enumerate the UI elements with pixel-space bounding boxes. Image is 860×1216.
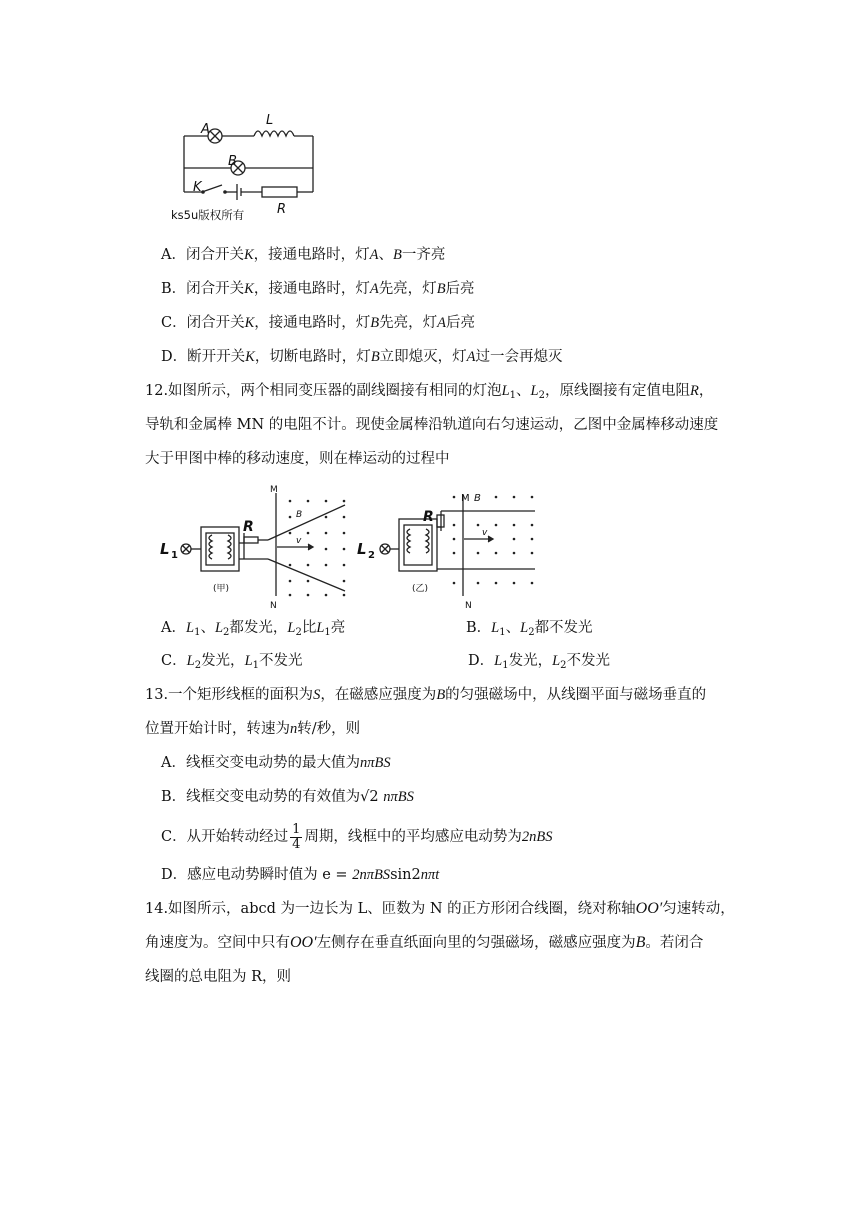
label-A: A: [201, 122, 210, 137]
q11-option-d: D．断开开关K，切断电路时，灯B立即熄灭，灯A过一会再熄灭: [161, 349, 563, 365]
q13-stem-line2: 位置开始计时，转速为n转/秒，则: [145, 721, 361, 737]
label-r-right: R: [423, 509, 434, 525]
q11-option-a: A．闭合开关K，接通电路时，灯A、B一齐亮: [161, 247, 446, 263]
q12-stem-line1: 12.如图所示，两个相同变压器的副线圈接有相同的灯泡$L_1$、$L_2$，原线圈接有定值电阻R，: [145, 383, 714, 401]
transformer-figure-q12: [0, 483, 860, 613]
watermark: ks5u版权所有: [171, 208, 245, 222]
q13-option-c: C．从开始转动经过 $\frac{1}{4}$ 周期，线框中的平均感应电动势为2nBS: [161, 821, 553, 852]
caption-jia: (甲): [213, 584, 230, 594]
q12-stem-line3: 大于甲图中棒的移动速度，则在棒运动的过程中: [145, 451, 450, 467]
label-b-right: B: [474, 493, 481, 504]
q11-option-b: B．闭合开关K，接通电路时，灯A先亮，灯B后亮: [161, 281, 475, 297]
q13-option-b: B．线框交变电动势的有效值为√2 nπBS: [161, 789, 414, 805]
label-n-left: N: [270, 601, 277, 611]
label-b-left: B: [296, 510, 303, 520]
label-l1: L: [160, 540, 170, 558]
label-v-left: v: [296, 536, 302, 546]
q12-option-a: A．$L_1$、$L_2$都发光，$L_2$比$L_1$亮: [161, 620, 346, 638]
label-L: L: [266, 113, 274, 128]
label-m-right: M: [461, 493, 470, 504]
label-l2-sub: 2: [368, 550, 375, 561]
circuit-figure-q11: [0, 0, 860, 230]
q13-stem-line1: 13.一个矩形线框的面积为S，在磁感应强度为B的匀强磁场中，从线圈平面与磁场垂直的: [145, 687, 707, 703]
q14-stem-line2: 角速度为。空间中只有OO′左侧存在垂直纸面向里的匀强磁场，磁感应强度为B。若闭合: [145, 934, 704, 951]
label-B: B: [228, 154, 237, 169]
q14-stem-line1: 14.如图所示，abcd 为一边长为 L、匝数为 N 的正方形闭合线圈，绕对称轴OO′匀速转动，: [145, 900, 735, 917]
q12-stem-line2: 导轨和金属棒 MN 的电阻不计。现使金属棒沿轨道向右匀速运动，乙图中金属棒移动速度: [145, 417, 719, 433]
label-n-right: N: [465, 601, 472, 611]
caption-yi: (乙): [412, 584, 429, 594]
label-R: R: [277, 202, 287, 217]
q14-stem-line3: 线圈的总电阻为 R，则: [145, 969, 292, 985]
q12-option-d: D．$L_1$发光，$L_2$不发光: [468, 653, 611, 671]
q12-option-c: C．$L_2$发光，$L_1$不发光: [161, 653, 303, 671]
q13-option-d: D．感应电动势瞬时值为 e = 2nπBSsin2nπt: [161, 867, 440, 883]
q11-option-c: C．闭合开关K，接通电路时，灯B先亮，灯A后亮: [161, 315, 475, 331]
label-v-right: v: [482, 528, 488, 538]
label-K: K: [193, 180, 202, 195]
label-l2: L: [357, 540, 367, 558]
label-m-left: M: [270, 485, 278, 495]
q12-option-b: B．$L_1$、$L_2$都不发光: [466, 620, 593, 638]
label-l1-sub: 1: [171, 550, 178, 561]
q13-option-a: A．线框交变电动势的最大值为nπBS: [161, 755, 391, 771]
fraction-one-quarter: $\frac{1}{4}$: [292, 821, 301, 852]
label-r-left: R: [243, 519, 254, 535]
